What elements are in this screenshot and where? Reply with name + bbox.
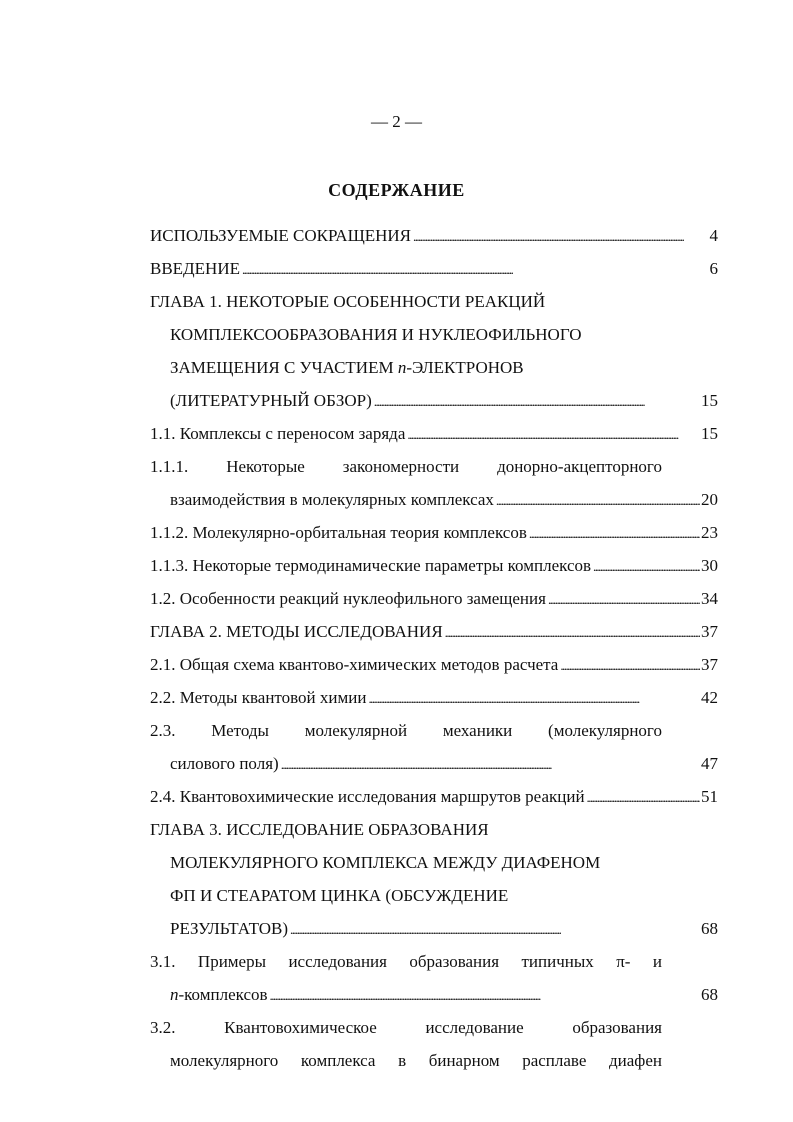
- dot-leader: [413, 226, 709, 248]
- toc-entry-1-1: [150, 423, 718, 445]
- toc-entry-text: взаимодействия в молекулярных комплексах: [170, 490, 494, 509]
- toc-entry-3-2-line-1: 3.2. Квантовохимическое исследование образования: [150, 1018, 662, 1037]
- toc-chapter-1-line-2: КОМПЛЕКСООБРАЗОВАНИЯ И НУКЛЕОФИЛЬНОГО: [170, 325, 582, 344]
- toc-page-number: 6: [709, 259, 718, 278]
- toc-chapter-3-line-1: ГЛАВА 3. ИССЛЕДОВАНИЕ ОБРАЗОВАНИЯ: [150, 820, 489, 839]
- toc-page-number: 20: [701, 490, 718, 509]
- toc-page-number: 51: [701, 787, 718, 806]
- toc-page-number: 15: [701, 424, 718, 443]
- toc-chapter-1-line-1: ГЛАВА 1. НЕКОТОРЫЕ ОСОБЕННОСТИ РЕАКЦИЙ: [150, 292, 546, 311]
- toc-entry-2-3-line-2: [170, 753, 718, 775]
- toc-entry-1-1-1-line-2: [170, 489, 718, 511]
- toc-entry-2-4: [150, 786, 718, 808]
- toc-entry-1-1-2: [150, 522, 718, 544]
- toc-entry-1-1-3: [150, 555, 718, 577]
- toc-page-number: 68: [701, 985, 718, 1004]
- dot-leader: [560, 655, 700, 677]
- toc-entry-text: силового поля): [170, 754, 279, 773]
- toc-chapter-1-line-3: ЗАМЕЩЕНИЯ С УЧАСТИЕМ n-ЭЛЕКТРОНОВ: [170, 358, 524, 377]
- toc-page-number: 23: [701, 523, 718, 542]
- dot-leader: [496, 490, 700, 512]
- dot-leader: [270, 985, 700, 1007]
- dot-leader: [374, 391, 700, 413]
- toc-entry-introduction: [150, 258, 718, 280]
- toc-entry-text: 1.1.3. Некоторые термодинамические параметры комплексов: [150, 556, 592, 575]
- toc-title: СОДЕРЖАНИЕ: [328, 180, 465, 200]
- toc-entry-2-3-line-1: 2.3. Методы молекулярной механики (молекулярного: [150, 721, 662, 740]
- toc-entry-text: 1.1.2. Молекулярно-орбитальная теория комплексов: [150, 523, 527, 542]
- toc-entry-text: n-комплексов: [170, 985, 268, 1004]
- toc-entry-text: ГЛАВА 2. МЕТОДЫ ИССЛЕДОВАНИЯ: [150, 622, 443, 641]
- toc-chapter-3-line-4: [170, 918, 718, 940]
- toc-entry-text: 1.1. Комплексы с переносом заряда: [150, 424, 406, 443]
- dot-leader: [242, 259, 709, 281]
- toc-entry-3-2-line-2: молекулярного комплекса в бинарном расплаве диафен: [170, 1051, 662, 1070]
- toc-page-number: 37: [701, 655, 718, 674]
- toc-entry-text: 2.4. Квантовохимические исследования маршрутов реакций: [150, 787, 585, 806]
- toc-entry-2-2: [150, 687, 718, 709]
- dot-leader: [445, 622, 700, 644]
- toc-page-number: 30: [701, 556, 718, 575]
- toc-page-number: 4: [709, 226, 718, 245]
- dot-leader: [407, 424, 700, 446]
- dot-leader: [529, 523, 700, 545]
- toc-entry-text: РЕЗУЛЬТАТОВ): [170, 919, 289, 938]
- toc-chapter-1-line-4: [170, 390, 718, 412]
- dot-leader: [290, 919, 700, 941]
- toc-entry-1-1-1-line-1: 1.1.1. Некоторые закономерности донорно-акцепторного: [150, 457, 662, 476]
- toc-entry-3-1-line-2: [170, 984, 718, 1006]
- toc-page-number: 34: [701, 589, 718, 608]
- dot-leader: [368, 688, 700, 710]
- toc-chapter-2: [150, 621, 718, 643]
- toc-entry-text: 2.1. Общая схема квантово-химических методов расчета: [150, 655, 559, 674]
- dot-leader: [593, 556, 700, 578]
- toc-chapter-3-line-2: МОЛЕКУЛЯРНОГО КОМПЛЕКСА МЕЖДУ ДИАФЕНОМ: [170, 853, 601, 872]
- toc-chapter-3-line-3: ФП И СТЕАРАТОМ ЦИНКА (ОБСУЖДЕНИЕ: [170, 886, 509, 905]
- dot-leader: [548, 589, 700, 611]
- dot-leader: [281, 754, 700, 776]
- toc-entry-text: ИСПОЛЬЗУЕМЫЕ СОКРАЩЕНИЯ: [150, 226, 411, 245]
- toc-page-number: 15: [701, 391, 718, 410]
- toc-page-number: 37: [701, 622, 718, 641]
- toc-entry-text: 1.2. Особенности реакций нуклеофильного замещения: [150, 589, 546, 608]
- toc-entry-text: ВВЕДЕНИЕ: [150, 259, 240, 278]
- toc-entry-abbreviations: [150, 225, 718, 247]
- page-number: — 2 —: [371, 112, 422, 131]
- toc-entry-3-1-line-1: 3.1. Примеры исследования образования типичных π- и: [150, 952, 662, 971]
- toc-page-number: 42: [701, 688, 718, 707]
- toc-page-number: 47: [701, 754, 718, 773]
- toc-entry-text: (ЛИТЕРАТУРНЫЙ ОБЗОР): [170, 391, 372, 410]
- dot-leader: [587, 787, 700, 809]
- toc-entry-1-2: [150, 588, 718, 610]
- toc-entry-text: 2.2. Методы квантовой химии: [150, 688, 367, 707]
- toc-page-number: 68: [701, 919, 718, 938]
- toc-entry-2-1: [150, 654, 718, 676]
